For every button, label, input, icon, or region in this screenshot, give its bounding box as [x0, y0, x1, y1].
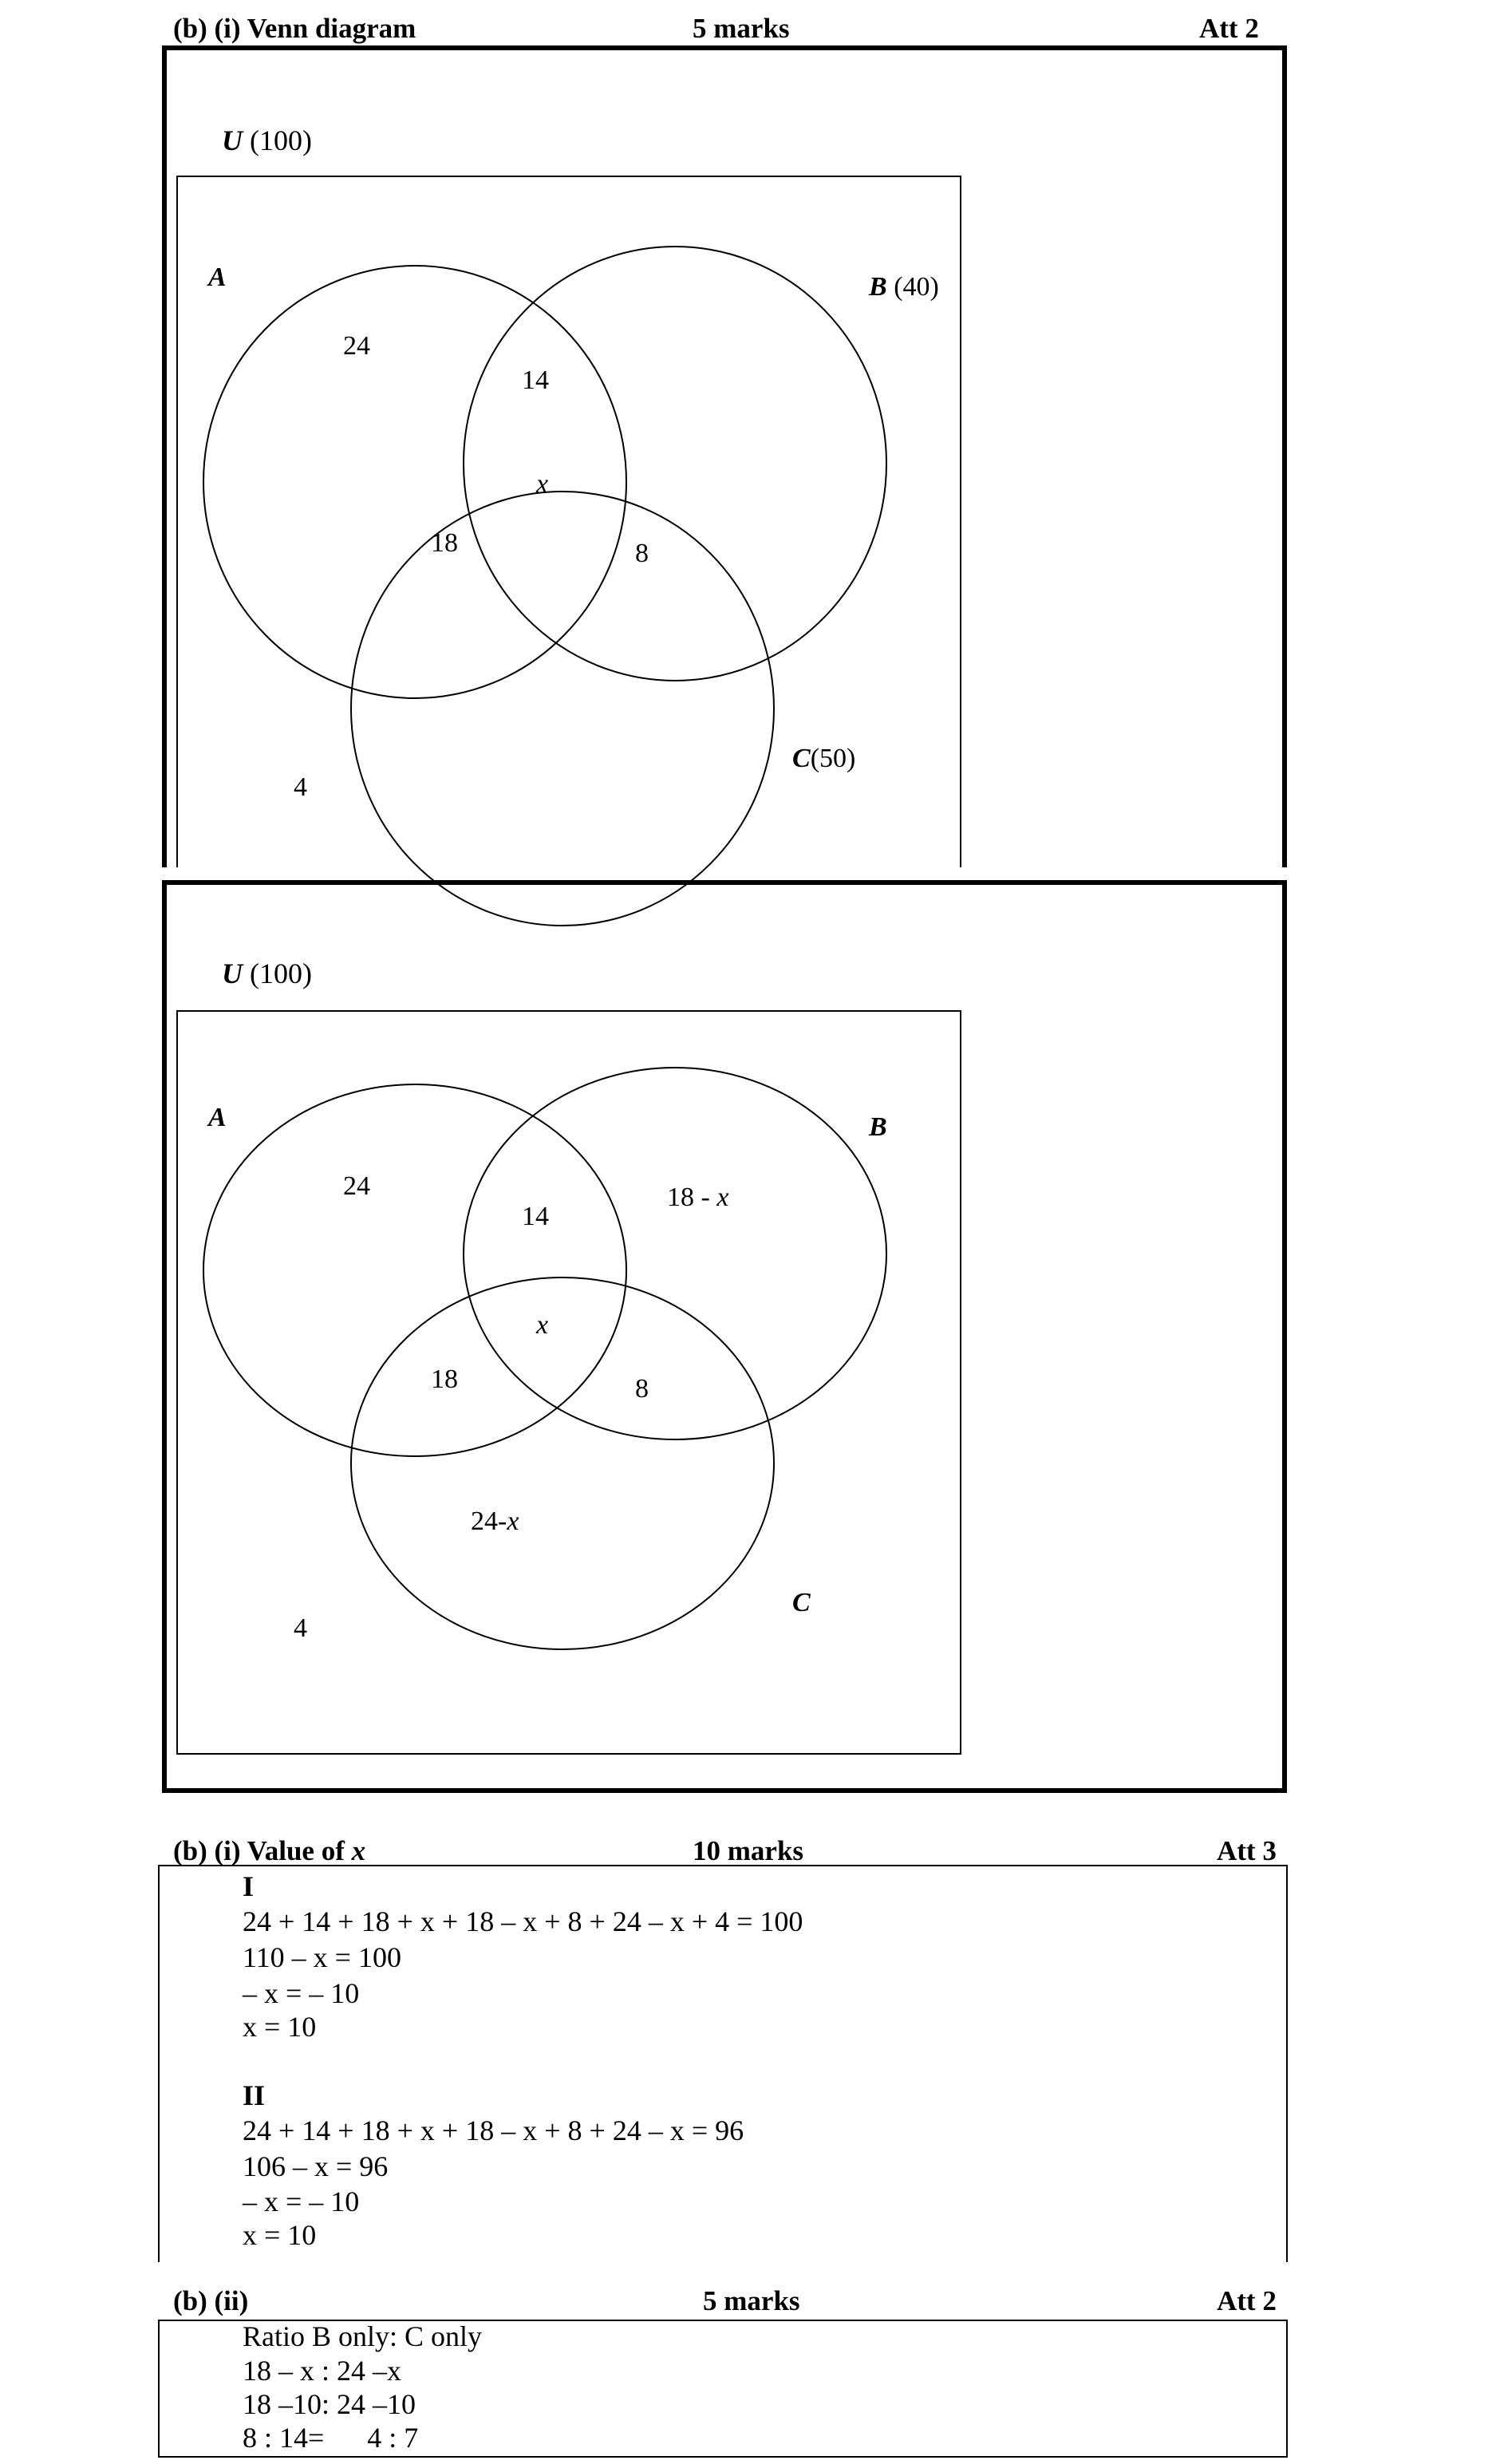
method-1-line: x = 10 — [243, 2011, 317, 2043]
method-2-line: x = 10 — [243, 2219, 317, 2251]
method-1-line: – x = – 10 — [243, 1977, 360, 2009]
region-c-only-2: 24-x — [471, 1506, 519, 1536]
set-c-label-1: C(50) — [792, 744, 856, 773]
method-2-line: 106 – x = 96 — [243, 2150, 389, 2182]
universe-symbol: U — [222, 124, 243, 156]
method-1-heading: I — [243, 1870, 255, 1902]
section-marks-ratio: 5 marks — [703, 2285, 800, 2316]
ratio-line: 18 – x : 24 –x — [243, 2355, 402, 2387]
section-marks-venn: 5 marks — [693, 13, 790, 44]
universe-count: (100) — [250, 958, 312, 989]
ratio-line: 18 –10: 24 –10 — [243, 2388, 416, 2420]
set-b-label-2: B — [869, 1112, 887, 1142]
set-b-label-1: B (40) — [869, 272, 939, 302]
set-a-label-1: A — [208, 263, 227, 292]
region-a-only-2: 24 — [343, 1171, 370, 1201]
set-a-label-2: A — [208, 1103, 227, 1132]
region-abc-1: x — [536, 469, 549, 499]
universe-count: (100) — [250, 124, 312, 156]
ratio-line: 8 : 14= 4 : 7 — [243, 2422, 419, 2454]
section-attempt-venn: Att 2 — [1199, 13, 1259, 44]
set-c-label-2: C — [792, 1588, 811, 1617]
region-b-only-2: 18 - x — [667, 1183, 729, 1212]
method-1-line: 110 – x = 100 — [243, 1941, 401, 1973]
region-ac-only-2: 18 — [431, 1364, 458, 1394]
region-bc-only-1: 8 — [635, 539, 649, 568]
region-abc-2: x — [536, 1310, 549, 1340]
set-a-circle — [203, 1084, 626, 1456]
region-ac-only-1: 18 — [431, 528, 458, 558]
ratio-line: Ratio B only: C only — [243, 2320, 483, 2352]
section-label-value-x: (b) (i) Value of x — [173, 1835, 366, 1866]
method-2-heading: II — [243, 2079, 266, 2111]
region-outside-1: 4 — [294, 772, 307, 802]
section-label-venn: (b) (i) Venn diagram — [173, 13, 416, 44]
section-marks-value-x: 10 marks — [693, 1835, 804, 1866]
universe-symbol: U — [222, 958, 243, 989]
region-outside-2: 4 — [294, 1613, 307, 1643]
region-a-only-1: 24 — [343, 331, 370, 361]
method-1-line: 24 + 14 + 18 + x + 18 – x + 8 + 24 – x + 4 = 100 — [243, 1905, 803, 1937]
method-2-line: 24 + 14 + 18 + x + 18 – x + 8 + 24 – x = 96 — [243, 2115, 744, 2146]
region-ab-only-1: 14 — [522, 365, 549, 395]
region-ab-only-2: 14 — [522, 1202, 549, 1231]
region-bc-only-2: 8 — [635, 1374, 649, 1404]
section-label-ratio: (b) (ii) — [173, 2285, 249, 2316]
section-attempt-value-x: Att 3 — [1217, 1835, 1277, 1866]
method-2-line: – x = – 10 — [243, 2186, 360, 2217]
set-c-circle — [351, 1277, 774, 1649]
section-attempt-ratio: Att 2 — [1217, 2285, 1277, 2316]
set-b-circle — [464, 1068, 886, 1439]
